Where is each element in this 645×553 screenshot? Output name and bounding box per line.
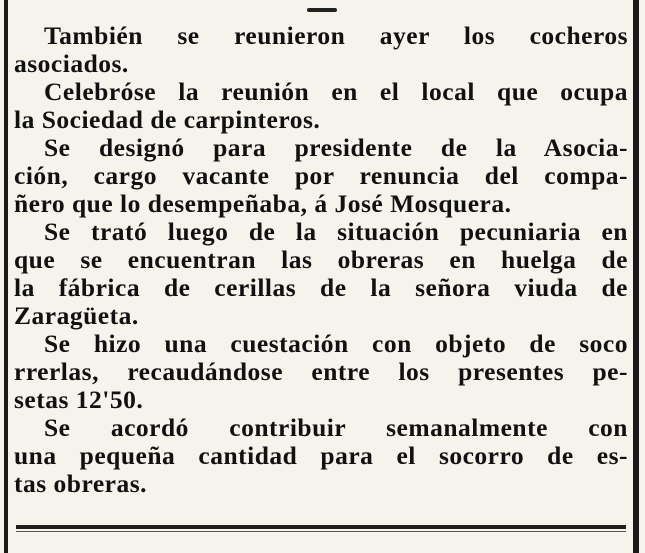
text-line: tas obreras. — [14, 469, 148, 498]
paragraph-1 — [14, 22, 628, 78]
top-ornament-dash — [307, 8, 337, 12]
text-line: Se trató luego de la situación pecuniaria en — [44, 217, 628, 246]
text-line: ñero que lo desempeñaba, á José Mosquera. — [14, 189, 512, 218]
article-body — [14, 22, 628, 498]
text-line: Zaragüeta. — [14, 301, 139, 330]
paragraph-6 — [14, 414, 628, 498]
text-line: la fábrica de cerillas de la señora viuda de — [14, 273, 628, 302]
bottom-separator-rule — [16, 525, 626, 529]
bottom-separator-hairline — [16, 531, 626, 532]
text-line: asociados. — [14, 49, 129, 78]
text-line: Celebróse la reunión en el local que ocupa — [44, 77, 628, 106]
text-line: También se reunieron ayer los cocheros — [44, 21, 628, 50]
paragraph-3 — [14, 134, 628, 218]
text-line: Se hizo una cuestación con objeto de soco — [44, 329, 628, 358]
paragraph-2 — [14, 78, 628, 134]
text-line: Se designó para presidente de la Asocia- — [44, 133, 628, 162]
text-line: la Sociedad de carpinteros. — [14, 105, 321, 134]
text-line: rrerlas, recaudándose entre los presentes pe- — [14, 357, 628, 386]
text-line: que se encuentran las obreras en huelga de — [14, 245, 628, 274]
text-line: una pequeña cantidad para el socorro de es- — [14, 441, 628, 470]
right-column-rule — [633, 0, 639, 553]
left-column-rule — [4, 0, 8, 553]
text-line: setas 12'50. — [14, 385, 144, 414]
paragraph-5 — [14, 330, 628, 414]
text-line: Se acordó contribuir semanalmente con — [44, 413, 628, 442]
paragraph-4 — [14, 218, 628, 330]
text-line: ción, cargo vacante por renuncia del compa- — [14, 161, 628, 190]
